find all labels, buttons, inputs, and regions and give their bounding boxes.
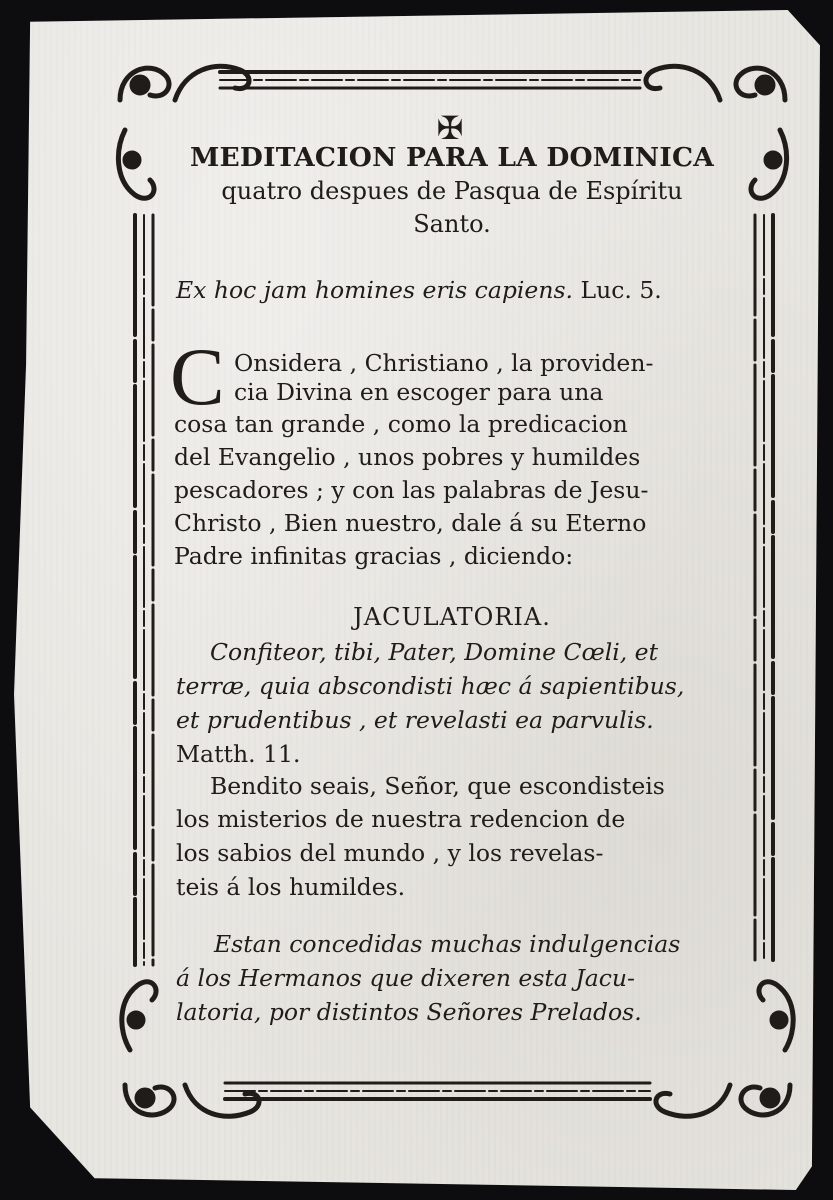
- epigraph-citation: Luc. 5.: [580, 276, 662, 304]
- indulgence-line: Estan concedidas muchas indulgencias: [214, 930, 681, 958]
- meditation-line: cia Divina en escoger para una: [234, 378, 604, 406]
- section-heading: JACULATORIA.: [353, 603, 551, 631]
- indulgence-line: á los Hermanos que dixeren esta Jacu-: [176, 964, 635, 992]
- cross-icon: ✠: [436, 109, 464, 147]
- jaculatoria-latin-line: Confiteor, tibi, Pater, Domine Cœli, et: [210, 638, 659, 666]
- jaculatoria-latin-line: et prudentibus , et revelasti ea parvulis.: [176, 706, 654, 734]
- jaculatoria-spanish-line: teis á los humildes.: [176, 873, 406, 901]
- meditation-line: del Evangelio , unos pobres y humildes: [174, 443, 641, 471]
- subtitle-line-1: quatro despues de Pasqua de Espíritu: [221, 177, 683, 205]
- subtitle-line-2: Santo.: [413, 210, 491, 238]
- jaculatoria-latin-line: terræ, quia abscondisti hæc á sapientibus,: [176, 672, 685, 700]
- jaculatoria-citation: Matth. 11.: [176, 740, 301, 768]
- page-title: MEDITACION PARA LA DOMINICA: [189, 142, 714, 173]
- epigraph-latin: Ex hoc jam homines eris capiens.: [176, 276, 573, 304]
- jaculatoria-spanish-line: Bendito seais, Señor, que escondisteis: [210, 772, 665, 800]
- indulgence-line: latoria, por distintos Señores Prelados.: [176, 998, 642, 1026]
- meditation-line: pescadores ; y con las palabras de Jesu-: [174, 476, 649, 504]
- meditation-line: Onsidera , Christiano , la providen-: [234, 349, 654, 377]
- corner-ornament-bottom-right: [656, 982, 793, 1117]
- drop-cap: C: [170, 331, 225, 422]
- epigraph: [176, 276, 662, 304]
- jaculatoria-spanish-line: los misterios de nuestra redencion de: [176, 805, 626, 833]
- meditation-line: cosa tan grande , como la predicacion: [174, 410, 628, 438]
- meditation-line: Padre infinitas gracias , diciendo:: [174, 542, 574, 570]
- jaculatoria-spanish-line: los sabios del mundo , y los revelas-: [176, 839, 604, 867]
- meditation-line: Christo , Bien nuestro, dale á su Eterno: [174, 509, 647, 537]
